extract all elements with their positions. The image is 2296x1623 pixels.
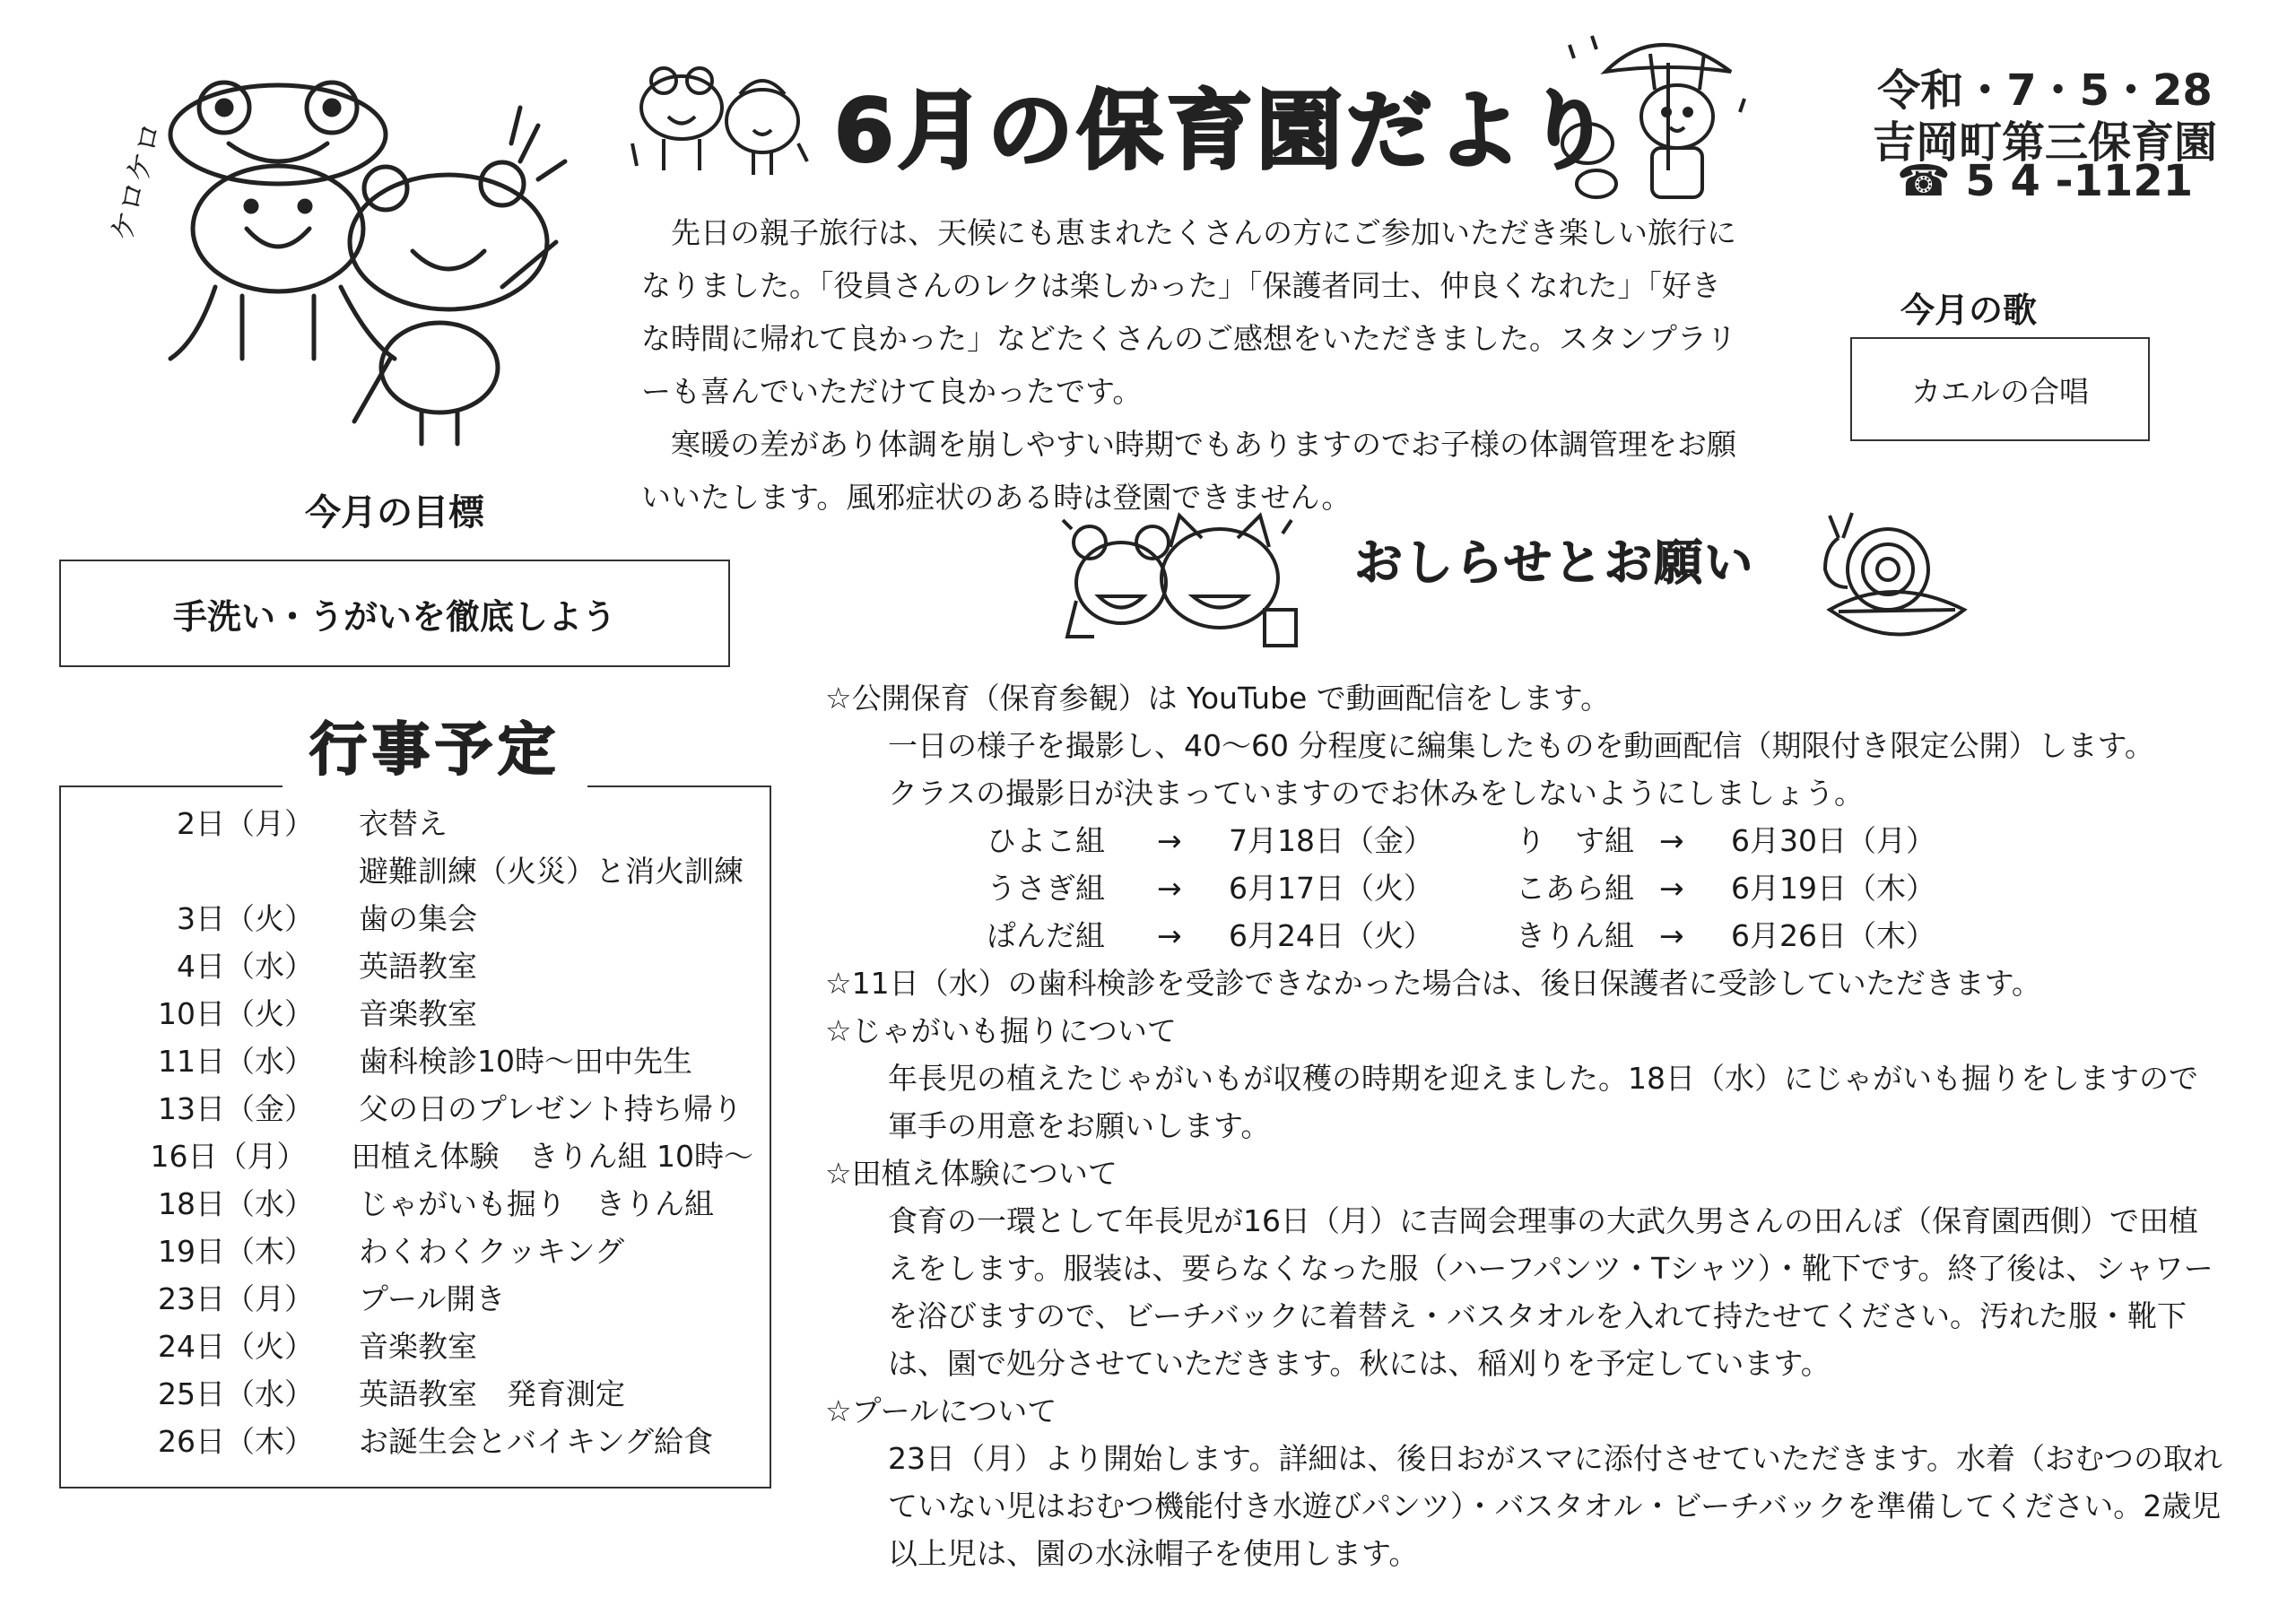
event-text: 音楽教室 bbox=[359, 1329, 477, 1364]
notice-heading: ☆公開保育（保育参観）は YouTube で動画配信をします。 bbox=[825, 681, 1611, 716]
event-date: 16日（月） bbox=[150, 1139, 307, 1174]
event-text: 田植え体験 きりん組 10時～ bbox=[351, 1139, 753, 1174]
event-row bbox=[90, 1273, 753, 1321]
event-date: 4日（水） bbox=[177, 949, 314, 984]
events-title: 行事予定 bbox=[283, 704, 587, 794]
telephone-number: 5 4 -1121 bbox=[1965, 156, 2194, 206]
arrow: → bbox=[1659, 823, 1684, 858]
notice-text: クラスの撮影日が決まっていますのでお休みをしないようにしましょう。 bbox=[888, 776, 1865, 811]
class-date: 7月18日（金） bbox=[1229, 823, 1433, 858]
frog-rabbit-illustration bbox=[628, 54, 816, 179]
goal-box bbox=[59, 560, 730, 667]
events-list bbox=[90, 798, 753, 1463]
event-row bbox=[90, 893, 753, 941]
arrow: → bbox=[1659, 871, 1684, 906]
class-date: 6月19日（木） bbox=[1731, 871, 1935, 906]
telephone bbox=[1803, 156, 2287, 206]
event-row bbox=[90, 798, 753, 846]
notices-body bbox=[825, 674, 2224, 1577]
event-text: 父の日のプレゼント持ち帰り bbox=[359, 1091, 743, 1126]
class-name: うさぎ組 bbox=[987, 871, 1105, 906]
notice-heading: ☆じゃがいも掘りについて bbox=[825, 1013, 1177, 1048]
class-schedule bbox=[987, 817, 2224, 959]
event-text: お誕生会とバイキング給食 bbox=[359, 1424, 714, 1459]
song-box bbox=[1850, 337, 2150, 441]
class-date: 6月30日（月） bbox=[1731, 823, 1935, 858]
event-date: 26日（木） bbox=[158, 1424, 314, 1459]
snail-leaf-illustration bbox=[1812, 502, 1973, 655]
event-row bbox=[90, 1036, 753, 1083]
event-text: 英語教室 bbox=[359, 949, 477, 984]
notices-title: おしらせとお願い bbox=[1354, 534, 1755, 591]
mouse-cat-brushing-illustration bbox=[1058, 502, 1309, 655]
event-row bbox=[90, 1226, 753, 1273]
event-date: 23日（月） bbox=[158, 1281, 314, 1316]
notice-text: 23日（月）より開始します。詳細は、後日おがスマに添付させていただきます。水着（おむつの取れていない児はおむつ機能付き水遊びパンツ）・バスタオル・ビーチバックを準備してください。2歳児以上児は、園の水泳帽子を使用します。 bbox=[888, 1441, 2223, 1571]
frog-children-illustration bbox=[103, 72, 592, 448]
event-row bbox=[90, 1416, 753, 1463]
song-value: カエルの合唱 bbox=[1911, 373, 2089, 409]
notice-heading: ☆11日（水）の歯科検診を受診できなかった場合は、後日保護者に受診していただきます。 bbox=[825, 966, 2041, 1001]
event-row bbox=[90, 988, 753, 1036]
event-row bbox=[90, 1178, 753, 1226]
notice-text: 年長児の植えたじゃがいもが収穫の時期を迎えました。18日（水）にじゃがいも掘りをしますので軍手の用意をお願いします。 bbox=[888, 1061, 2198, 1143]
telephone-icon: ☎ bbox=[1896, 156, 1951, 206]
event-date: 24日（火） bbox=[158, 1329, 314, 1364]
event-date: 2日（月） bbox=[177, 806, 314, 841]
class-date: 6月26日（木） bbox=[1731, 918, 1935, 953]
intro-paragraph: 先日の親子旅行は、天候にも恵まれたくさんの方にご参加いただき楽しい旅行になりました。「役員さんのレクは楽しかった」「保護者同士、仲良くなれた」「好きな時間に帰れて良かった」などたくさんのご感想をいただきました。スタンプラリーも喜んでいただけて良かったです。 bbox=[641, 215, 1736, 409]
page-title: 6月の保育園だより bbox=[834, 81, 1615, 181]
event-date: 13日（金） bbox=[158, 1091, 314, 1126]
notice-heading: ☆プールについて bbox=[825, 1393, 1057, 1428]
event-date: 25日（水） bbox=[158, 1376, 314, 1411]
intro-text bbox=[641, 206, 1744, 524]
intro-paragraph: 寒暖の差があり体調を崩しやすい時期でもありますのでお子様の体調管理をお願いいたします。風邪症状のある時は登園できません。 bbox=[641, 427, 1736, 515]
event-date: 3日（火） bbox=[177, 901, 314, 936]
event-date: 11日（水） bbox=[158, 1044, 314, 1079]
event-text: 避難訓練（火災）と消火訓練 bbox=[359, 854, 744, 889]
arrow: → bbox=[1157, 918, 1182, 953]
event-text: 衣替え bbox=[359, 806, 448, 841]
arrow: → bbox=[1659, 918, 1684, 953]
class-name: り す組 bbox=[1516, 823, 1634, 858]
event-text: プール開き bbox=[359, 1281, 506, 1316]
notice-text: 一日の様子を撮影し、40～60 分程度に編集したものを動画配信（期限付き限定公開）します。 bbox=[888, 728, 2154, 763]
class-name: ぱんだ組 bbox=[987, 918, 1105, 953]
event-text: じゃがいも掘り きりん組 bbox=[359, 1186, 714, 1221]
issue-date: 令和・7・5・28 bbox=[1877, 65, 2213, 116]
event-row bbox=[90, 1321, 753, 1368]
event-text: 英語教室 発育測定 bbox=[359, 1376, 625, 1411]
event-text: 歯の集会 bbox=[359, 901, 477, 936]
event-date: 18日（水） bbox=[158, 1186, 314, 1221]
event-row bbox=[90, 941, 753, 988]
arrow: → bbox=[1157, 823, 1182, 858]
song-title: 今月の歌 bbox=[1900, 291, 2037, 330]
goal-title: 今月の目標 bbox=[305, 492, 484, 534]
notice-text: 食育の一環として年長児が16日（月）に吉岡会理事の大武久男さんの田んぼ（保育園西側）で田植えをします。服装は、要らなくなった服（ハーフパンツ・Tシャツ）・靴下です。終了後は、シャワーを浴びますので、ビーチバックに着替え・バスタオルを入れて持たせてください。汚れた服・靴下は、園で処分させていただきます。秋には、稲刈りを予定しています。 bbox=[888, 1203, 2213, 1381]
notice-heading: ☆田植え体験について bbox=[825, 1156, 1118, 1191]
event-row bbox=[90, 1083, 753, 1131]
event-date: 19日（木） bbox=[158, 1234, 314, 1269]
arrow: → bbox=[1157, 871, 1182, 906]
event-row bbox=[90, 846, 753, 893]
event-row bbox=[90, 1131, 753, 1178]
class-name: ひよこ組 bbox=[987, 823, 1105, 858]
class-name: こあら組 bbox=[1516, 871, 1634, 906]
event-text: わくわくクッキング bbox=[359, 1234, 625, 1269]
svg-text:ケロケロ: ケロケロ bbox=[103, 118, 170, 246]
goal-value: 手洗い・うがいを徹底しよう bbox=[172, 596, 616, 637]
class-date: 6月24日（火） bbox=[1229, 918, 1433, 953]
event-text: 歯科検診10時～田中先生 bbox=[359, 1044, 692, 1079]
event-text: 音楽教室 bbox=[359, 996, 477, 1031]
event-date: 10日（火） bbox=[158, 996, 314, 1031]
school-name: 吉岡町第三保育園 bbox=[1872, 117, 2217, 168]
class-date: 6月17日（火） bbox=[1229, 871, 1433, 906]
class-name: きりん組 bbox=[1516, 918, 1634, 953]
event-row bbox=[90, 1368, 753, 1416]
